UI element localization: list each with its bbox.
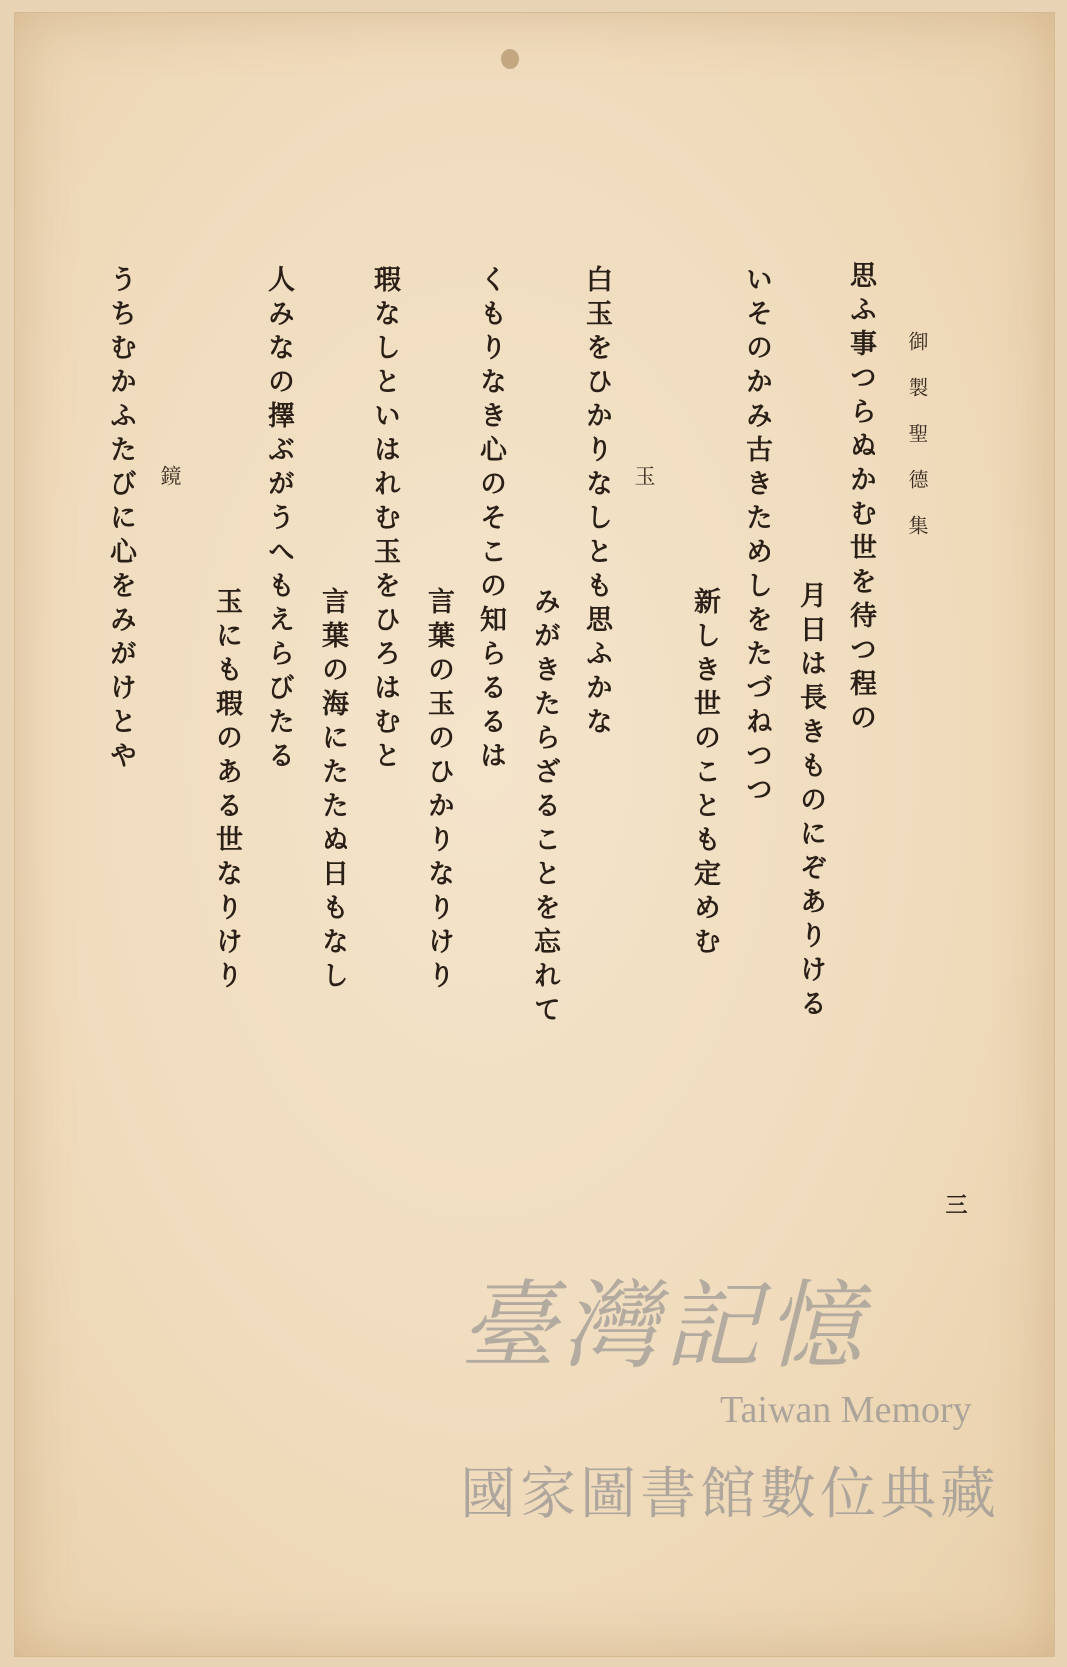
tama-poem-2-line-2: 言葉の玉のひかりなりけり: [423, 587, 454, 995]
section-heading-tama: 玉: [632, 465, 656, 486]
page-number: 三: [942, 1193, 968, 1215]
tama-poem-4-line-2: 玉にも瑕のある世なりけり: [211, 587, 242, 995]
tama-poem-1-line-1: 白玉をひかりなしとも思ふかな: [581, 265, 612, 741]
watermark-english: Taiwan Memory: [720, 1389, 972, 1431]
watermark-chinese: 國家圖書館數位典藏: [460, 1462, 1000, 1525]
tama-poem-3-line-2: 言葉の海にたたぬ日もなし: [317, 587, 348, 995]
tama-poem-4-line-1: 人みなの擇ぶがうへもえらびたる: [263, 265, 294, 775]
watermark-calligraphy: 臺灣記憶: [460, 1270, 868, 1382]
taiwan-memory-watermark: [460, 1250, 1020, 1540]
running-title: 御製聖德集: [905, 331, 929, 561]
kagami-poem-1-line-1: うちむかふたびに心をみがけとや: [105, 265, 136, 775]
tama-poem-1-line-2: みがきたらざることを忘れて: [529, 587, 560, 1029]
poem-1-line-2: 月日は長きものにぞありける: [795, 581, 826, 1023]
poem-1-line-1: 思ふ事つらぬかむ世を待つ程の: [845, 261, 876, 737]
section-heading-kagami: 鏡: [158, 465, 182, 486]
tama-poem-2-line-1: くもりなき心のそこの知らるるは: [475, 265, 506, 775]
tama-poem-3-line-1: 瑕なしといはれむ玉をひろはむと: [369, 265, 400, 775]
poem-2-line-2: 新しき世のことも定めむ: [689, 587, 720, 961]
poem-2-line-1: いそのかみ古きためしをたづねつつ: [741, 265, 772, 809]
ink-stain: [501, 49, 519, 69]
